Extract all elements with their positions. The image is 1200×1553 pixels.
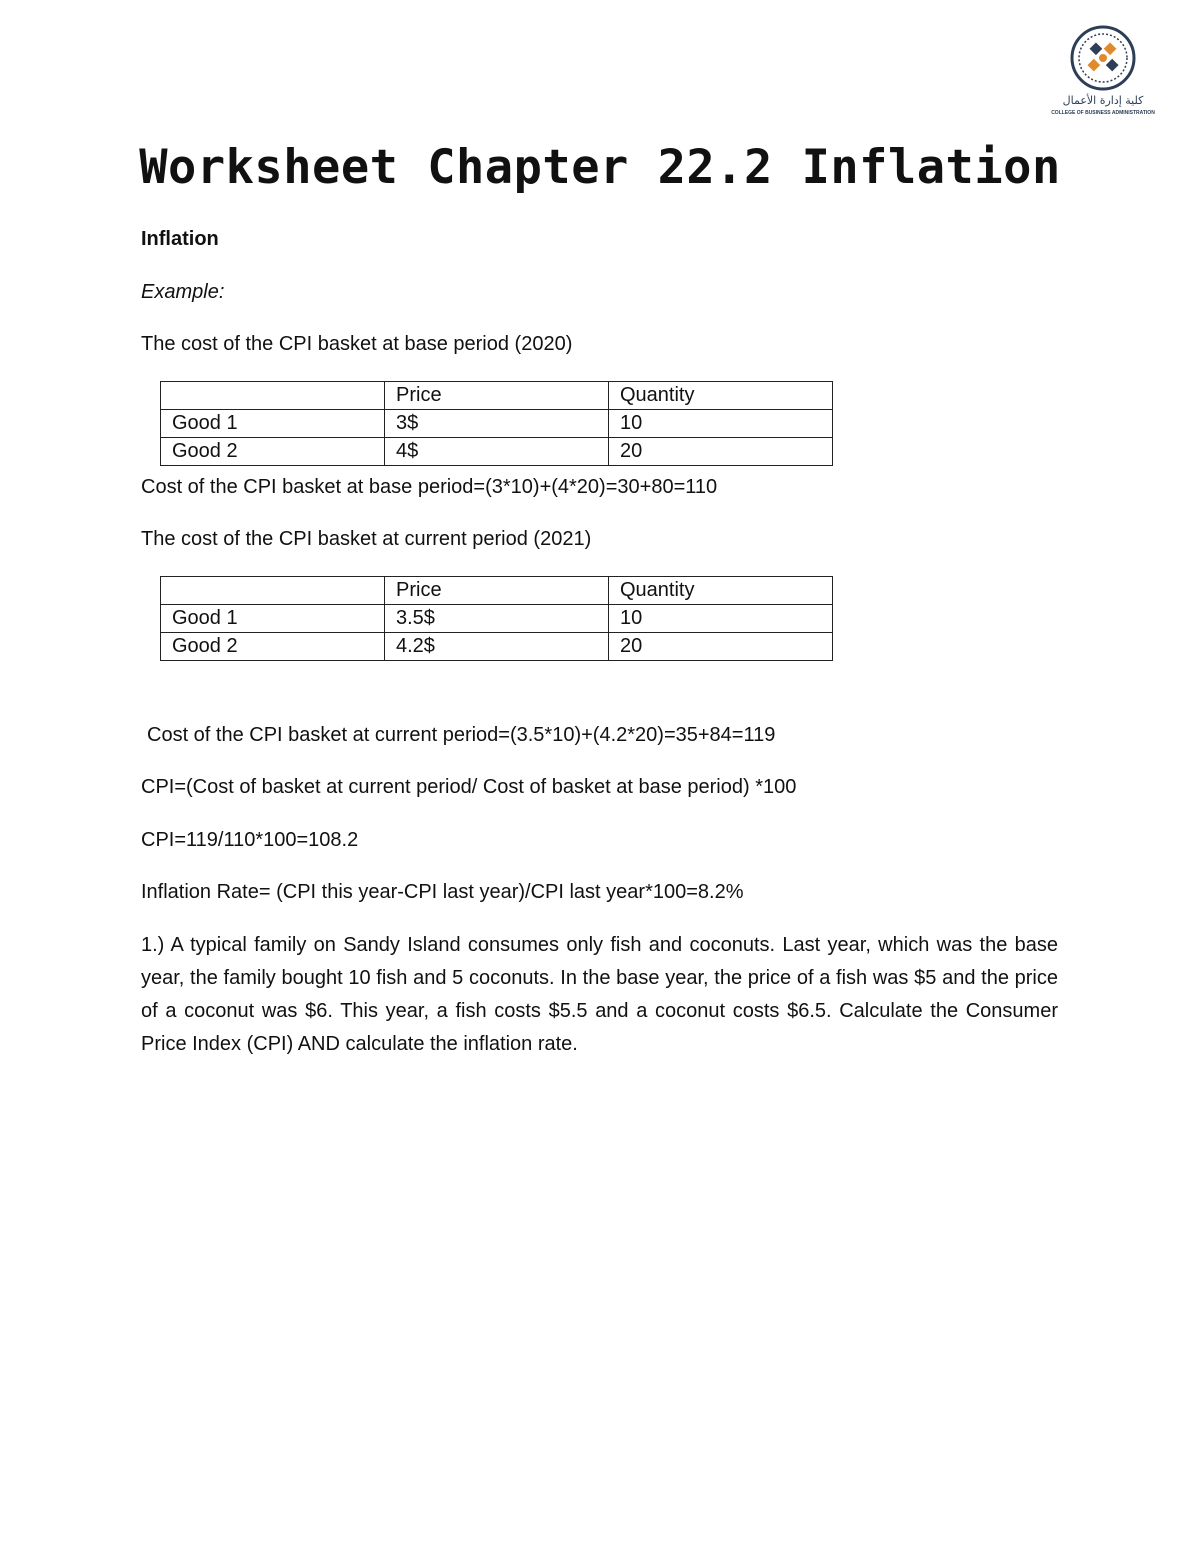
table-row (161, 605, 833, 633)
table-cell: 20 (609, 633, 833, 661)
table-cell: 3$ (385, 410, 609, 438)
college-seal-icon (1046, 24, 1158, 124)
table-cell: 10 (609, 410, 833, 438)
inflation-rate-formula: Inflation Rate= (CPI this year-CPI last year)/CPI last year*100=8.2% (141, 881, 744, 903)
current-period-result: Cost of the CPI basket at current period=(3.5*10)+(4.2*20)=35+84=119 (147, 724, 776, 746)
section-heading: Inflation (141, 228, 219, 250)
table-header-cell: Price (385, 382, 609, 410)
table-cell: 4.2$ (385, 633, 609, 661)
table-header-cell (161, 382, 385, 410)
college-logo (1046, 24, 1158, 124)
table-cell: Good 1 (161, 410, 385, 438)
base-period-result: Cost of the CPI basket at base period=(3*10)+(4*20)=30+80=110 (141, 476, 718, 498)
logo-arabic-text: كلية إدارة الأعمال (1062, 94, 1144, 107)
cpi-definition: CPI=(Cost of basket at current period/ Cost of basket at base period) *100 (141, 776, 797, 798)
example-label: Example: (141, 281, 225, 303)
current-period-intro: The cost of the CPI basket at current period (2021) (141, 528, 592, 550)
table-cell: 10 (609, 605, 833, 633)
base-period-intro: The cost of the CPI basket at base period (2020) (141, 333, 573, 355)
current-period-table (160, 576, 833, 661)
table-row (161, 633, 833, 661)
table-cell: 20 (609, 438, 833, 466)
question-1: 1.) A typical family on Sandy Island consumes only fish and coconuts. Last year, which was the base year, the family bought 10 fish and 5 coconuts. In the base year, the price of a fish was $5 and the price of a coconut was $6. This year, a fish costs $5.5 and a coconut costs $6.5. Calculate the Consumer Price Index (CPI) AND calculate the inflation rate. (141, 934, 1058, 1055)
table-header-cell: Quantity (609, 577, 833, 605)
logo-english-text: COLLEGE OF BUSINESS ADMINISTRATION (1051, 110, 1155, 116)
table-header-cell: Quantity (609, 382, 833, 410)
table-cell: 4$ (385, 438, 609, 466)
table-header-row (161, 577, 833, 605)
table-header-row (161, 382, 833, 410)
table-cell: Good 2 (161, 633, 385, 661)
page-title: Worksheet Chapter 22.2 Inflation (139, 140, 1061, 195)
table-row (161, 410, 833, 438)
base-period-table (160, 381, 833, 466)
table-cell: 3.5$ (385, 605, 609, 633)
table-cell: Good 1 (161, 605, 385, 633)
table-header-cell: Price (385, 577, 609, 605)
table-cell: Good 2 (161, 438, 385, 466)
table-row (161, 438, 833, 466)
table-header-cell (161, 577, 385, 605)
cpi-calculation: CPI=119/110*100=108.2 (141, 829, 359, 851)
